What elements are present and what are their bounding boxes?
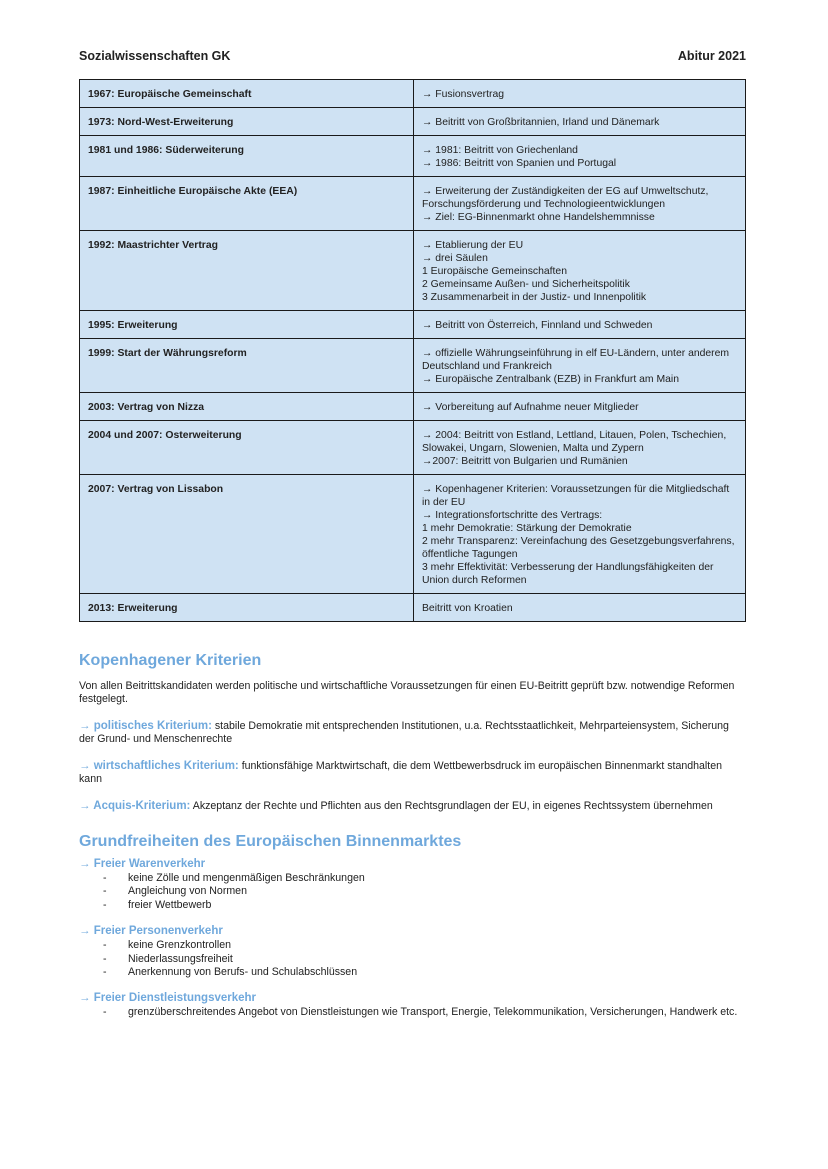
detail-line: → drei Säulen (422, 253, 488, 264)
list-item-text: grenzüberschreitendes Angebot von Dienstleistungen wie Transport, Energie, Telekommunikation, Versicherungen, Handwerk etc. (128, 1006, 738, 1019)
event-cell: 1987: Einheitliche Europäische Akte (EEA) (80, 177, 414, 231)
list-item-text: freier Wettbewerb (128, 898, 212, 911)
table-row (80, 339, 746, 393)
detail-line: → Beitritt von Österreich, Finnland und Schweden (422, 320, 653, 331)
list-item (103, 939, 746, 952)
detail-line: 1 Europäische Gemeinschaften (422, 266, 567, 277)
table-row (80, 177, 746, 231)
kopenhagen-intro: Von allen Beitrittskandidaten werden politische und wirtschaftliche Voraussetzungen für einen EU-Beitritt geprüft bzw. notwendige Reformen festgelegt. (79, 680, 735, 705)
detail-line: 1 mehr Demokratie: Stärkung der Demokratie (422, 523, 632, 534)
details-cell (414, 421, 746, 475)
details-cell (414, 393, 746, 421)
dash-marker: - (103, 1006, 107, 1019)
details-cell (414, 136, 746, 177)
list-item (103, 885, 746, 898)
detail-line: 2 Gemeinsame Außen- und Sicherheitspolitik (422, 279, 630, 290)
table-row (80, 231, 746, 311)
header-exam: Abitur 2021 (677, 49, 746, 63)
kopenhagen-heading: Kopenhagener Kriterien (79, 652, 262, 669)
details-cell (414, 311, 746, 339)
detail-line: → Beitritt von Großbritannien, Irland und Dänemark (422, 117, 660, 128)
criterion-acquis (79, 800, 746, 813)
content-section (79, 650, 746, 1020)
table-row (80, 80, 746, 108)
criterion-text: stabile Demokratie mit entsprechenden Institutionen, u.a. Rechtsstaatlichkeit, Mehrparteiensystem, Sicherung der Grund- und Menschenrechte (79, 720, 729, 745)
list-item-text: Niederlassungsfreiheit (128, 952, 233, 965)
details-cell (414, 475, 746, 594)
table-row (80, 594, 746, 622)
details-cell (414, 108, 746, 136)
personenverkehr-list (79, 939, 746, 979)
list-item (103, 872, 746, 885)
dash-marker: - (103, 885, 107, 898)
list-item-text: keine Zölle und mengenmäßigen Beschränkungen (128, 872, 365, 884)
list-item-text: Angleichung von Normen (128, 885, 247, 898)
detail-line: → Fusionsvertrag (422, 89, 504, 100)
table-row (80, 108, 746, 136)
detail-line: → 2004: Beitritt von Estland, Lettland, Litauen, Polen, Tschechien, Slowakei, Ungarn, Slowenien, Malta und Zypern (422, 430, 727, 454)
event-cell: 1995: Erweiterung (80, 311, 414, 339)
event-cell: 1973: Nord-West-Erweiterung (80, 108, 414, 136)
list-item-text: keine Grenzkontrollen (128, 939, 232, 952)
detail-line: → Integrationsfortschritte des Vertrags: (422, 510, 603, 521)
detail-line: → Kopenhagener Kriterien: Voraussetzungen für die Mitgliedschaft in der EU (422, 484, 730, 508)
detail-line: → Etablierung der EU (422, 240, 524, 251)
detail-line: → offizielle Währungseinführung in elf EU-Ländern, unter anderem Deutschland und Frankreich (422, 348, 730, 372)
page-header (79, 50, 746, 66)
dash-marker: - (103, 872, 107, 884)
detail-line: → Europäische Zentralbank (EZB) in Frankfurt am Main (422, 374, 679, 385)
table-row (80, 311, 746, 339)
event-cell: 2004 und 2007: Osterweiterung (80, 421, 414, 475)
list-item (103, 966, 746, 979)
event-cell: 2007: Vertrag von Lissabon (80, 475, 414, 594)
criterion-political (79, 720, 746, 746)
list-item (103, 1006, 746, 1019)
header-subject: Sozialwissenschaften GK (79, 49, 231, 63)
event-cell: 1967: Europäische Gemeinschaft (80, 80, 414, 108)
table-row (80, 475, 746, 594)
table-row (80, 393, 746, 421)
criterion-label: → wirtschaftliches Kriterium: (79, 760, 239, 772)
event-cell: 1981 und 1986: Süderweiterung (80, 136, 414, 177)
details-cell (414, 594, 746, 622)
criterion-text: Akzeptanz der Rechte und Pflichten aus den Rechtsgrundlagen der EU, in eigenes Rechtssystem übernehmen (190, 800, 713, 812)
detail-line: → Ziel: EG-Binnenmarkt ohne Handelshemmnisse (422, 212, 655, 223)
criterion-label: → Acquis-Kriterium: (79, 800, 191, 812)
criterion-economic (79, 760, 746, 786)
dienstleistungsverkehr-list (79, 1006, 746, 1019)
table-row (80, 421, 746, 475)
section-warenverkehr-title: → Freier Warenverkehr (79, 858, 206, 870)
detail-line: → Vorbereitung auf Aufnahme neuer Mitglieder (422, 402, 639, 413)
detail-line: → 1986: Beitritt von Spanien und Portugal (422, 158, 617, 169)
detail-line: → Erweiterung der Zuständigkeiten der EG auf Umweltschutz, Forschungsförderung und Technologieentwicklungen (422, 186, 709, 210)
table-row (80, 136, 746, 177)
detail-line: → 1981: Beitritt von Griechenland (422, 145, 578, 156)
section-personenverkehr-title: → Freier Personenverkehr (79, 925, 223, 938)
detail-line: 2 mehr Transparenz: Vereinfachung des Gesetzgebungsverfahrens, öffentliche Tagungen (422, 536, 735, 560)
warenverkehr-list (79, 872, 746, 912)
detail-line: →2007: Beitritt von Bulgarien und Rumänien (422, 456, 628, 467)
details-cell (414, 177, 746, 231)
event-cell: 2003: Vertrag von Nizza (80, 393, 414, 421)
section-dienstleistungsverkehr-title: → Freier Dienstleistungsverkehr (79, 992, 257, 1005)
dash-marker: - (103, 966, 107, 979)
eu-timeline-table (79, 79, 746, 622)
event-cell: 1992: Maastrichter Vertrag (80, 231, 414, 311)
dash-marker: - (103, 939, 107, 952)
grundfreiheiten-heading: Grundfreiheiten des Europäischen Binnenmarktes (79, 833, 462, 850)
criterion-text: funktionsfähige Marktwirtschaft, die dem Wettbewerbsdruck im europäischen Binnenmarkt standhalten kann (79, 760, 723, 785)
details-cell (414, 80, 746, 108)
detail-line: 3 Zusammenarbeit in der Justiz- und Innenpolitik (422, 292, 647, 303)
list-item (103, 953, 746, 966)
list-item (103, 899, 746, 912)
dash-marker: - (103, 952, 107, 965)
list-item-text: Anerkennung von Berufs- und Schulabschlüssen (128, 966, 358, 979)
detail-line: 3 mehr Effektivität: Verbesserung der Handlungsfähigkeiten der Union durch Reformen (422, 562, 714, 586)
dash-marker: - (103, 898, 107, 911)
details-cell (414, 339, 746, 393)
details-cell (414, 231, 746, 311)
criterion-label: → politisches Kriterium: (79, 720, 212, 732)
event-cell: 2013: Erweiterung (80, 594, 414, 622)
event-cell: 1999: Start der Währungsreform (80, 339, 414, 393)
detail-line: Beitritt von Kroatien (422, 603, 513, 614)
